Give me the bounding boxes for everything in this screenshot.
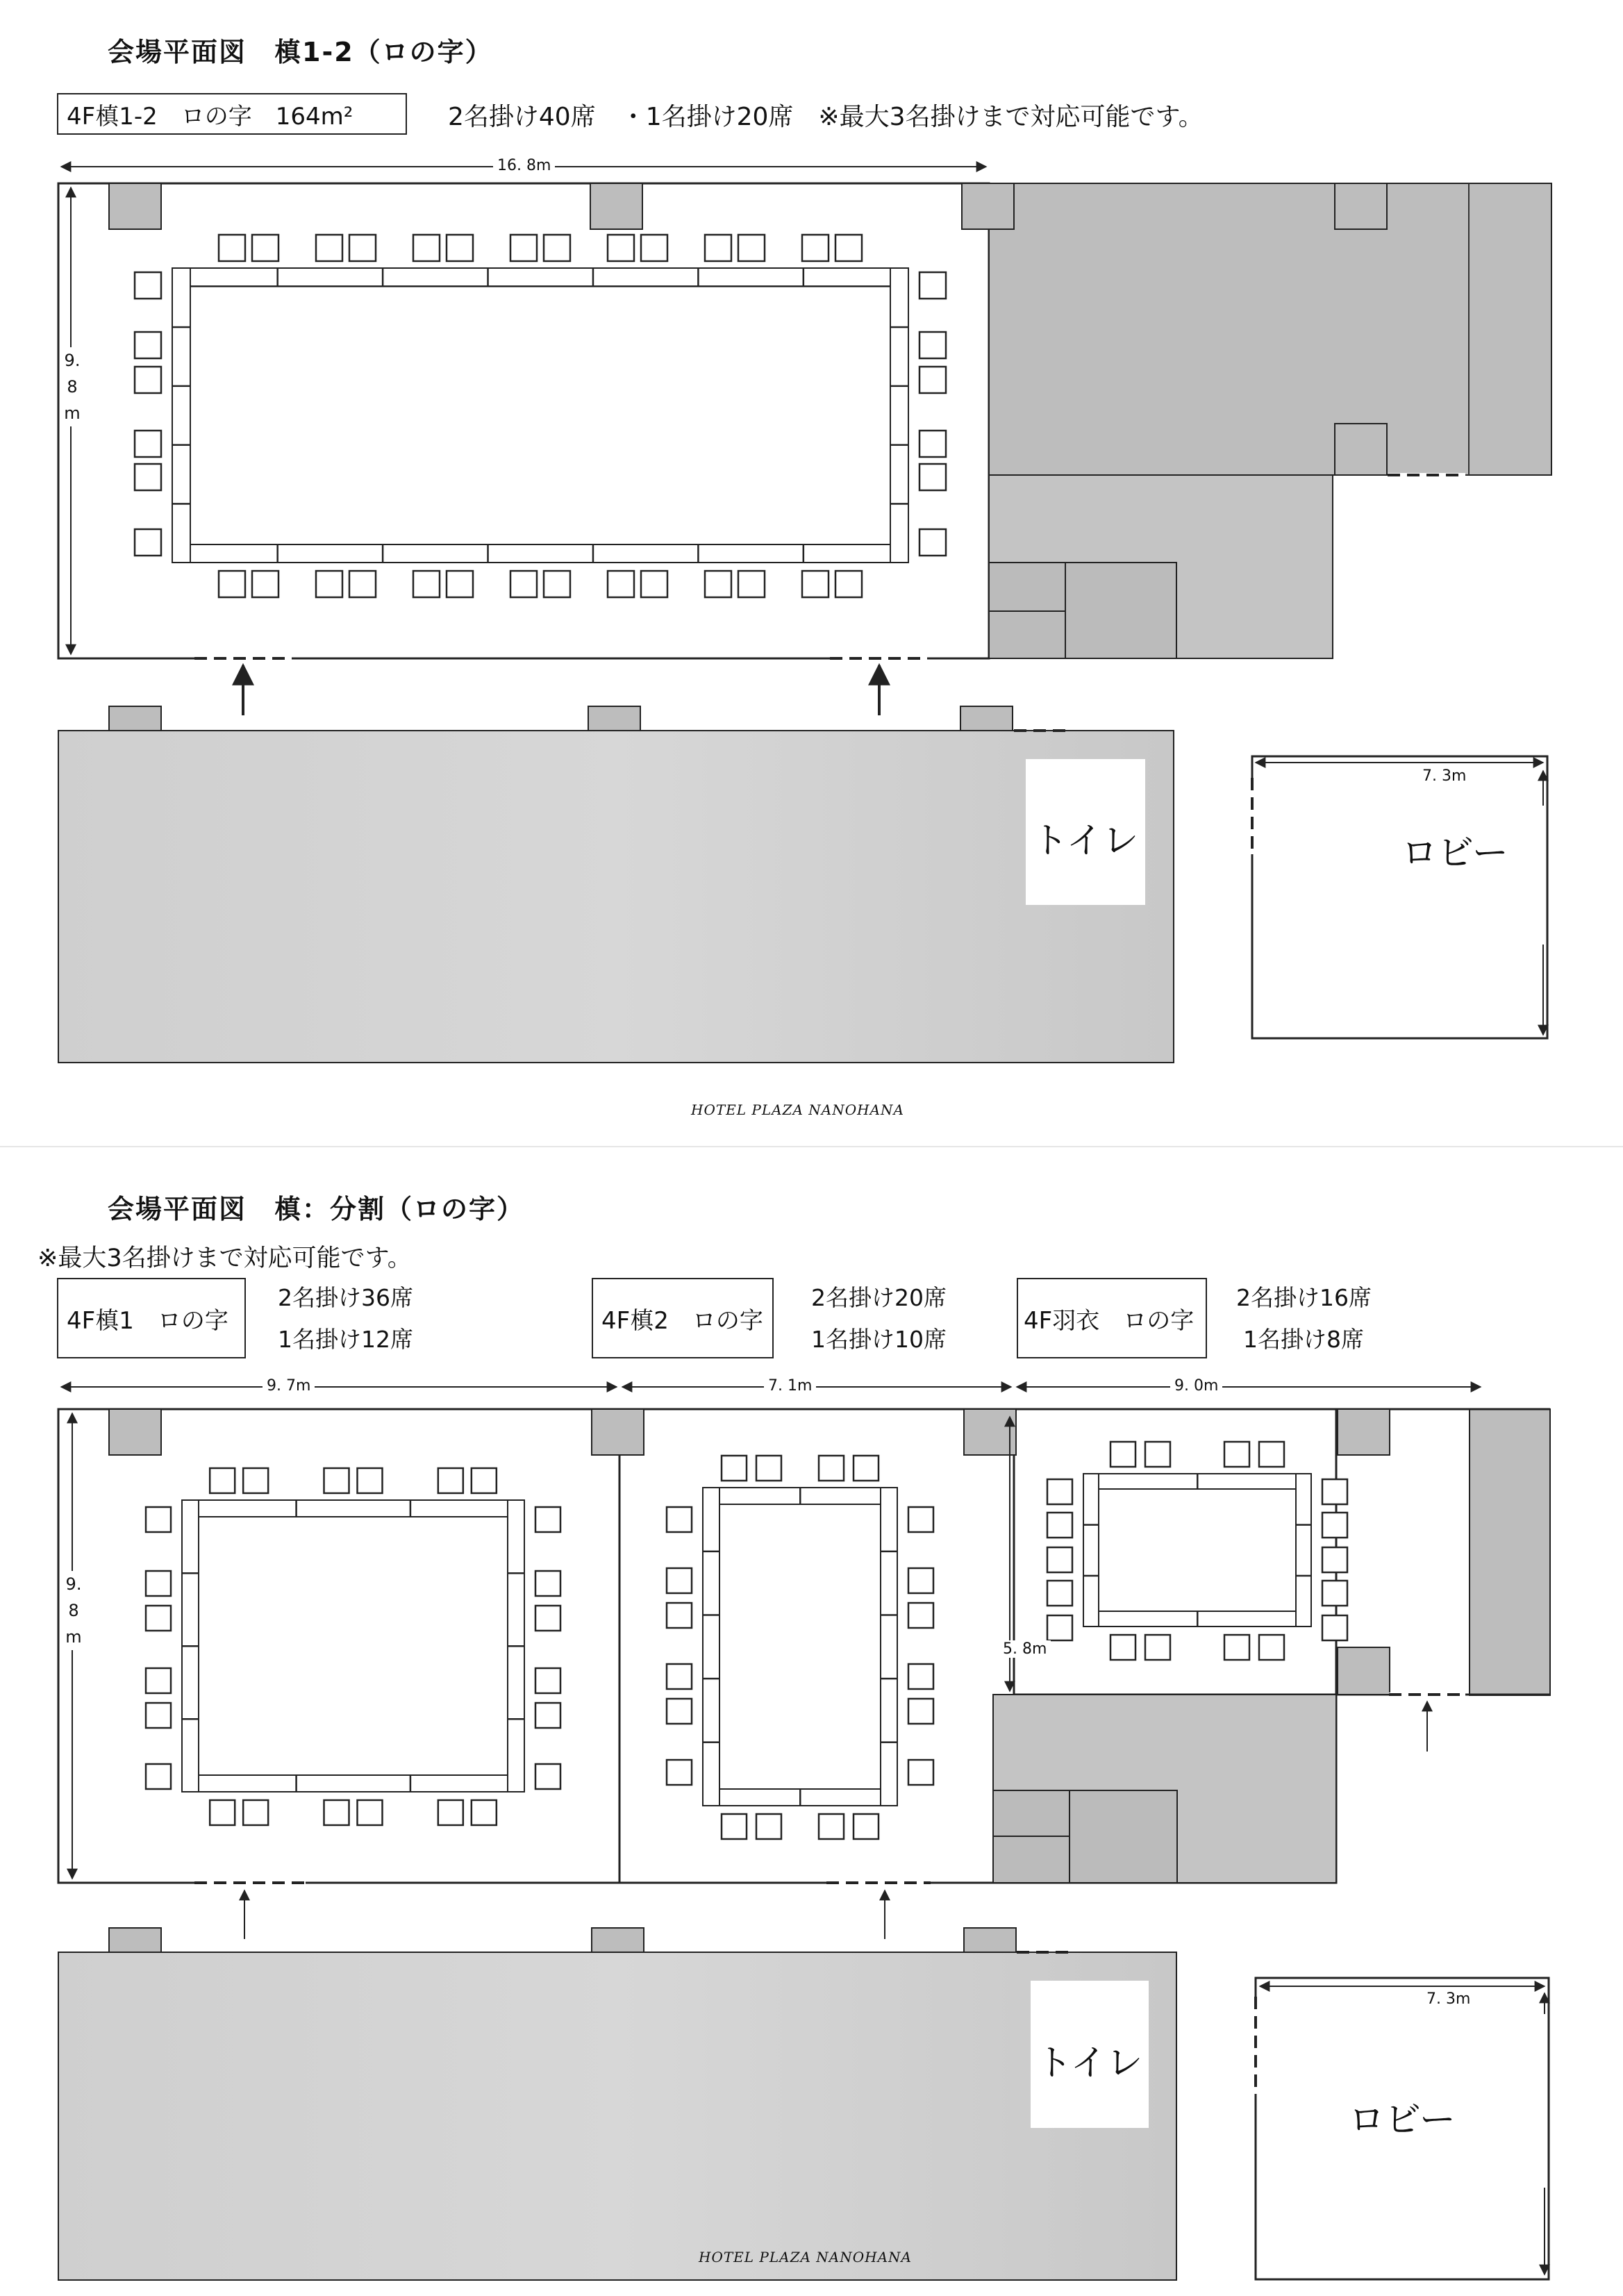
chair <box>535 1507 560 1532</box>
chair <box>919 529 946 556</box>
table-divider <box>593 268 594 286</box>
table-divider <box>890 327 908 328</box>
chair <box>316 571 342 597</box>
table-divider <box>1197 1474 1198 1489</box>
chair <box>544 235 570 261</box>
chair <box>667 1507 692 1532</box>
chair <box>854 1814 879 1839</box>
corridor <box>58 731 1174 1063</box>
table <box>182 1500 524 1517</box>
chair <box>738 235 765 261</box>
table-divider <box>296 1775 297 1792</box>
table-divider <box>172 327 190 328</box>
chair <box>738 571 765 597</box>
chair <box>854 1456 879 1481</box>
table-divider <box>182 1719 199 1720</box>
chair <box>243 1468 268 1493</box>
chair <box>324 1800 349 1825</box>
chair <box>608 571 634 597</box>
chair <box>722 1456 747 1481</box>
room3-seats-1: 1名掛け8席 <box>1243 1326 1364 1353</box>
chair <box>1110 1635 1135 1660</box>
chair <box>210 1800 235 1825</box>
table-divider <box>277 544 278 563</box>
table <box>172 268 908 286</box>
table <box>172 268 190 563</box>
chair <box>802 235 829 261</box>
sheet1-room-box: 4F槙1-2 ロの字 164m² <box>57 93 407 135</box>
chair <box>413 235 440 261</box>
table-divider <box>890 386 908 387</box>
table <box>172 544 908 563</box>
chair <box>210 1468 235 1493</box>
chair <box>908 1699 933 1724</box>
chair <box>535 1703 560 1728</box>
chair <box>1047 1581 1072 1606</box>
sheet2-title: 会場平面図 槙：分割（ロの字） <box>108 1194 525 1224</box>
chair <box>1322 1513 1347 1538</box>
chair <box>146 1764 171 1789</box>
chair <box>219 571 245 597</box>
sheet1-height-dim: 9.8m <box>64 347 81 426</box>
room3-label-box: 4F羽衣 ロの字 <box>1017 1278 1207 1358</box>
sheet1-width-dim: 16. 8m <box>493 157 555 174</box>
chair <box>1110 1442 1135 1467</box>
chair <box>1322 1581 1347 1606</box>
chair <box>705 571 731 597</box>
chair <box>908 1507 933 1532</box>
chair <box>1047 1615 1072 1640</box>
chair <box>349 571 376 597</box>
chair <box>919 464 946 490</box>
chair <box>544 571 570 597</box>
table-divider <box>593 544 594 563</box>
table-divider <box>800 1789 801 1806</box>
chair <box>219 235 245 261</box>
room2-label-box: 4F槙2 ロの字 <box>592 1278 774 1358</box>
table-divider <box>508 1573 524 1574</box>
room1-label-box: 4F槙1 ロの字 <box>57 1278 246 1358</box>
sheet1-seats-note: 2名掛け40席 ・1名掛け20席 ※最大3名掛けまで対応可能です。 <box>448 103 1204 131</box>
service-area <box>989 183 1551 475</box>
chair <box>358 1468 383 1493</box>
chair <box>756 1814 781 1839</box>
chair <box>641 235 667 261</box>
chair <box>447 571 473 597</box>
table-divider <box>182 1573 199 1574</box>
chair <box>146 1703 171 1728</box>
chair <box>1047 1479 1072 1504</box>
chair <box>135 272 161 299</box>
table <box>703 1488 719 1806</box>
chair <box>722 1814 747 1839</box>
chair <box>667 1568 692 1593</box>
chair <box>146 1571 171 1596</box>
chair <box>608 235 634 261</box>
chair <box>413 571 440 597</box>
chair <box>1224 1442 1249 1467</box>
chair <box>447 235 473 261</box>
chair <box>316 235 342 261</box>
chair <box>535 1571 560 1596</box>
room2-seats-2: 2名掛け20席 <box>811 1284 947 1311</box>
chair <box>510 571 537 597</box>
table-divider <box>410 1775 411 1792</box>
table-divider <box>698 544 699 563</box>
table-divider <box>277 268 278 286</box>
sheet1-toilet-label: トイレ <box>1032 820 1139 862</box>
sheet1-plan <box>58 167 1551 1063</box>
table-divider <box>182 1646 199 1647</box>
chair <box>908 1664 933 1689</box>
chair <box>1047 1547 1072 1572</box>
table-divider <box>410 1500 411 1517</box>
sheet1-title: 会場平面図 槙1-2（ロの字） <box>108 37 493 67</box>
room1-seats-1: 1名掛け12席 <box>278 1326 413 1353</box>
table-divider <box>1296 1576 1311 1577</box>
table-divider <box>508 1646 524 1647</box>
chair <box>135 529 161 556</box>
chair <box>1224 1635 1249 1660</box>
chair <box>252 235 278 261</box>
chair <box>919 272 946 299</box>
table <box>881 1488 897 1806</box>
chair <box>1322 1547 1347 1572</box>
table-inner <box>190 286 890 287</box>
sheet2-note: ※最大3名掛けまで対応可能です。 <box>38 1245 412 1272</box>
room3-height-dim: 5. 8m <box>999 1640 1051 1658</box>
chair <box>146 1507 171 1532</box>
table <box>890 268 908 563</box>
table <box>182 1775 524 1792</box>
chair <box>1322 1615 1347 1640</box>
chair <box>324 1468 349 1493</box>
chair <box>135 367 161 393</box>
chair <box>756 1456 781 1481</box>
lobby-outline <box>1252 756 1547 1038</box>
chair <box>252 571 278 597</box>
chair <box>349 235 376 261</box>
chair <box>1047 1513 1072 1538</box>
chair <box>705 235 731 261</box>
chair <box>135 332 161 358</box>
chair <box>1145 1442 1170 1467</box>
chair <box>667 1664 692 1689</box>
sheet2-lobby-label: ロビー <box>1349 2099 1456 2141</box>
chair <box>535 1606 560 1631</box>
chair <box>358 1800 383 1825</box>
chair <box>1259 1635 1284 1660</box>
chair <box>908 1603 933 1628</box>
chair <box>438 1468 463 1493</box>
chair <box>535 1668 560 1693</box>
table-divider <box>172 386 190 387</box>
chair <box>667 1699 692 1724</box>
table-divider <box>508 1719 524 1720</box>
chair <box>819 1814 844 1839</box>
chair <box>146 1606 171 1631</box>
corridor <box>58 1952 1176 2280</box>
chair <box>135 464 161 490</box>
chair <box>919 332 946 358</box>
service-area <box>1470 1409 1550 1695</box>
chair <box>667 1603 692 1628</box>
room3-seats-2: 2名掛け16席 <box>1236 1284 1372 1311</box>
chair <box>1322 1479 1347 1504</box>
sheet1-lobby-dim: 7. 3m <box>1418 767 1470 785</box>
table-divider <box>1296 1524 1311 1525</box>
table-divider <box>172 444 190 445</box>
chair <box>472 1468 497 1493</box>
table-divider <box>800 1488 801 1504</box>
chair <box>438 1800 463 1825</box>
sheet1-footer: HOTEL PLAZA NANOHANA <box>691 1101 904 1118</box>
sheet2-toilet-label: トイレ <box>1036 2043 1143 2084</box>
chair <box>919 367 946 393</box>
chair <box>1259 1442 1284 1467</box>
table-divider <box>1083 1576 1099 1577</box>
table <box>1083 1474 1099 1627</box>
chair <box>908 1760 933 1785</box>
table-divider <box>890 444 908 445</box>
chair <box>835 571 862 597</box>
chair <box>535 1764 560 1789</box>
sheet2-height-dim: 9.8m <box>65 1571 82 1650</box>
table-divider <box>1197 1611 1198 1627</box>
sheet1-lobby-label: ロビー <box>1401 833 1508 874</box>
room2-width-dim: 7. 1m <box>764 1377 816 1395</box>
room1-seats-2: 2名掛け36席 <box>278 1284 413 1311</box>
chair <box>667 1760 692 1785</box>
chair <box>802 571 829 597</box>
room1-width-dim: 9. 7m <box>263 1377 315 1395</box>
sheet2-footer: HOTEL PLAZA NANOHANA <box>699 2249 912 2265</box>
chair <box>1145 1635 1170 1660</box>
room3-width-dim: 9. 0m <box>1170 1377 1222 1395</box>
chair <box>908 1568 933 1593</box>
chair <box>472 1800 497 1825</box>
chair <box>835 235 862 261</box>
table-divider <box>296 1500 297 1517</box>
sheet-divider <box>0 1146 1623 1147</box>
sheet2-lobby-dim: 7. 3m <box>1422 1990 1474 2008</box>
table-divider <box>698 268 699 286</box>
chair <box>919 431 946 457</box>
chair <box>641 571 667 597</box>
chair <box>510 235 537 261</box>
table <box>1296 1474 1311 1627</box>
room2-seats-1: 1名掛け10席 <box>811 1326 947 1353</box>
chair <box>135 431 161 457</box>
chair <box>146 1668 171 1693</box>
table-divider <box>1083 1524 1099 1525</box>
chair <box>243 1800 268 1825</box>
chair <box>819 1456 844 1481</box>
